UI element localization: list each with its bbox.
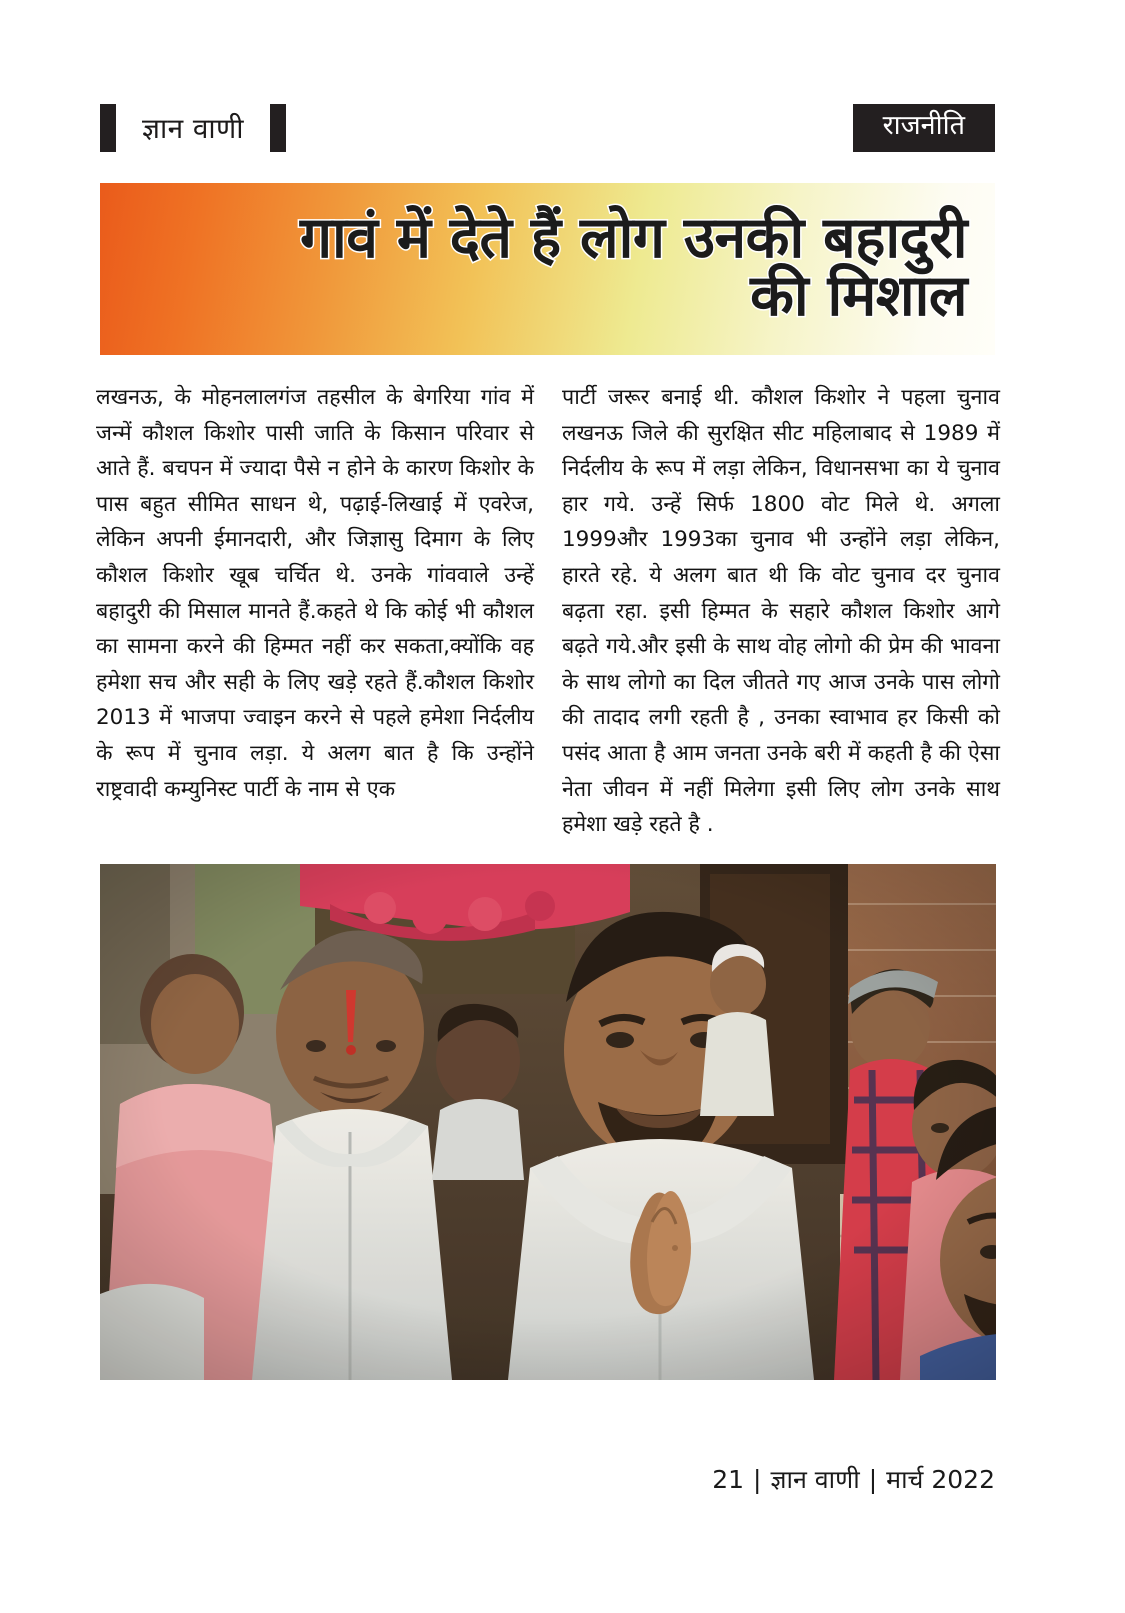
article-paragraph-right: पार्टी जरूर बनाई थी. कौशल किशोर ने पहला चुनाव लखनऊ जिले की सुरक्षित सीट महिलाबाद से 1989 में निर्दलीय के रूप में लड़ा लेकिन, विधानसभा का ये चुनाव हार गये. उन्हें सिर्फ 1800 वोट मिले थे. अगला 1999और 1993का चुनाव भी उन्होंने लड़ा लेकिन, हारते रहे. ये अलग बात थी कि वोट चुनाव दर चुनाव बढ़ता रहा. इसी हिम्मत के सहारे कौशल किशोर आगे बढ़ते गये.और इसी के साथ वोह लोगो की प्रेम की भावना के साथ लोगो का दिल जीतते गए आज उनके पास लोगो की तादाद लगी रहती है , उनका स्वाभाव हर किसी को पसंद आता है आम जनता उनके बरी में कहती है की ऐसा नेता जीवन में नहीं मिलेगा इसी लिए लोग उनके साथ हमेशा खड़े रहते है . [562, 385, 1000, 838]
footer-separator-1: | [753, 1465, 762, 1494]
footer-separator-2: | [868, 1465, 878, 1494]
footer-issue-date: मार्च 2022 [886, 1465, 995, 1494]
article-column-left [96, 380, 534, 843]
section-badge: राजनीति [853, 104, 995, 151]
footer-page-number: 21 [712, 1465, 744, 1494]
headline-line-1: गावं में देते हैं लोग उनकी बहादुरी [299, 204, 967, 271]
footer-publication: ज्ञान वाणी [770, 1465, 860, 1494]
masthead-left-group [100, 98, 286, 158]
article-paragraph-left: लखनऊ, के मोहनलालगंज तहसील के बेगरिया गांव में जन्में कौशल किशोर पासी जाति के किसान परिवार से आते हैं. बचपन में ज्यादा पैसे न होने के कारण किशोर के पास बहुत सीमित साधन थे, पढ़ाई-लिखाई में एवरेज, लेकिन अपनी ईमानदारी, और जिज्ञासु दिमाग के लिए कौशल किशोर खूब चर्चित थे. उनके गांववाले उन्हें बहादुरी की मिसाल मानते हैं.कहते थे कि कोई भी कौशल का सामना करने की हिम्मत नहीं कर सकता,क्योंकि वह हमेशा सच और सही के लिए खड़े रहते हैं.कौशल किशोर 2013 में भाजपा ज्वाइन करने से पहले हमेशा निर्दलीय के रूप में चुनाव लड़ा. ये अलग बात है कि उन्होंने राष्ट्रवादी कम्युनिस्ट पार्टी के नाम से एक [96, 385, 534, 802]
masthead [100, 98, 995, 158]
article-photograph [100, 864, 996, 1380]
masthead-left-bar-icon [100, 104, 116, 152]
headline-line-2: की मिशाल [750, 263, 967, 329]
masthead-right-bar-icon [270, 104, 286, 152]
article-body [96, 380, 1000, 843]
article-column-right [562, 380, 1000, 843]
headline-banner [100, 183, 995, 355]
page-footer [712, 1462, 995, 1496]
photograph-illustration [100, 864, 996, 1380]
masthead-title: ज्ञान वाणी [142, 112, 244, 145]
